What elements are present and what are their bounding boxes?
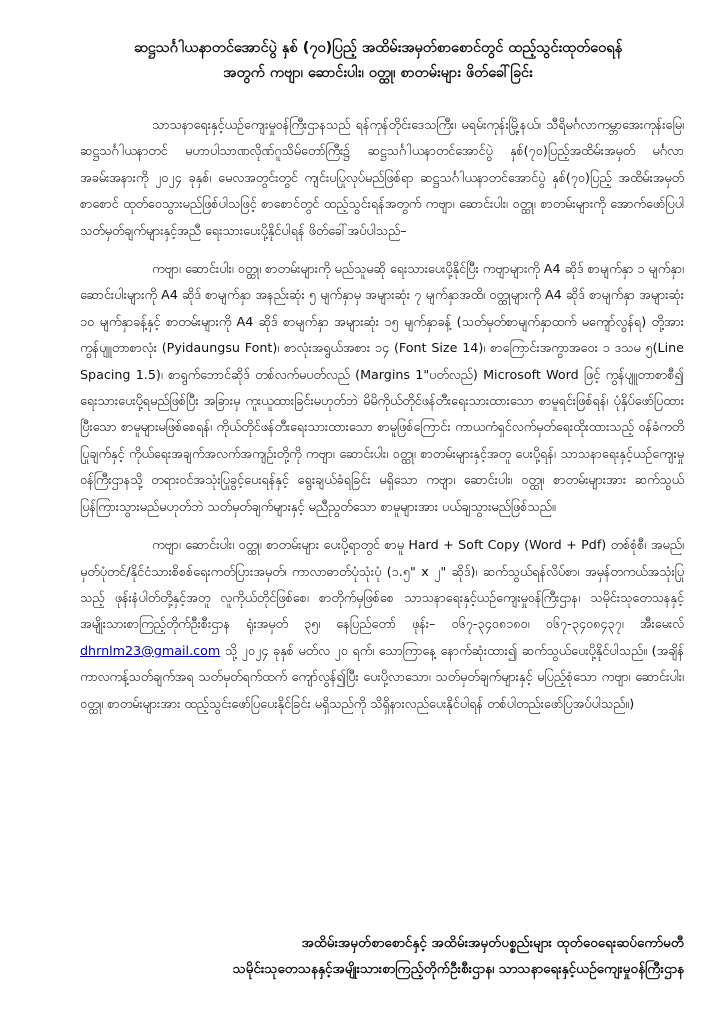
email-link[interactable]: dhrnlm23@gmail.com bbox=[80, 642, 221, 658]
footer-line-2: သမိုင်းသုတေသနနှင့်အမျိုးသားစာကြည့်တိုက်ဦးစီးဌာန၊ သာသနာရေးနှင့်ယဉ်ကျေးမှုဝန်ကြီးဌာန bbox=[232, 961, 684, 977]
footer-line-1: အထိမ်းအမှတ်စာစောင်နှင့် အထိမ်းအမှတ်ပစ္စည်းများ ထုတ်ဝေရေးဆပ်ကော်မတီ bbox=[301, 935, 684, 951]
paragraph-2: ကဗျာ၊ ဆောင်းပါး၊ ဝတ္ထု၊ စာတမ်းများကို မည်သူမဆို ရေးသားပေးပို့နိုင်ပြီး ကဗျာများကို A4 ဆိုဒ် စာမျက်နှာ ၁ မျက်နှာ၊ ဆောင်းပါးများကို A4 ဆိုဒ် စာမျက်နှာ အနည်းဆုံး ၅ မျက်နှာမှ အများဆုံး ၇ မျက်နှာအထိ၊ ဝတ္ထုများကို A4 ဆိုဒ် စာမျက်နှာ အများဆုံး ၁၀ မျက်နှာခန့်နှင့် စာတမ်းများကို A4 ဆိုဒ် စာမျက်နှာ အများဆုံး ၁၅ မျက်နှာခန့် (သတ်မှတ်စာမျက်နှာထက် မကျော်လွန်ရ) တို့အား ကွန်ပျူတာစာလုံး (Pyidaungsu Font)၊ စာလုံးအရွယ်အစား ၁၄ (Font Size 14)၊ စာကြောင်းအကွာအဝေး ၁ ဒသမ ၅(Line Spacing 1.5)၊ စာရွက်ဘောင်ဆိုဒ် တစ်လက်မပတ်လည် (Margins 1"ပတ်လည်) Microsoft Word ဖြင့် ကွန်ပျူတာစာစီ၍ ရေးသားပေးပို့ရမည်ဖြစ်ပြီး အခြားမှ ကူးယူထားခြင်းမဟုတ်ဘဲ မိမိကိုယ်တိုင်ဖန်တီးရေးသားထားသော စာမူရင်းဖြစ်ရန်၊ ပုံနှိပ်ဖော်ပြထားပြီးသော စာမူများမဖြစ်စေရန်၊ ကိုယ်တိုင်ဖန်တီးရေးသားထားသော စာမူဖြစ်ကြောင်း ကာယကံရှင်လက်မှတ်ရေးထိုးထားသည့် ဝန်ခံကတိပြုချက်နှင့် ကိုယ်ရေးအချက်အလက်အကျဉ်းတို့ကို ကဗျာ၊ ဆောင်းပါး၊ ဝတ္ထု၊ စာတမ်းများနှင့်အတူ ပေးပို့ရန်၊ သာသနာရေးနှင့်ယဉ်ကျေးမှုဝန်ကြီးဌာနသို့ တရားဝင်အသုံးပြုခွင့်ပေးရန်နှင့် ရွေးချယ်ခံရခြင်း မရှိသော ကဗျာ၊ ဆောင်းပါး၊ ဝတ္ထု၊ စာတမ်းများအား ဆက်သွယ်ပြန်ကြားသွားမည်မဟုတ်ဘဲ သတ်မှတ်ချက်များနှင့် မညီညွတ်သော စာမူများအား ပယ်ချသွားမည်ဖြစ်သည်။ bbox=[80, 261, 684, 514]
title-line-1: ဆဋ္ဌသင်္ဂါယနာတင်အောင်ပွဲ နှစ် (၇၀)ပြည့် အထိမ်းအမှတ်စာစောင်တွင် ထည့်သွင်းထုတ်ဝေရန် bbox=[133, 40, 623, 56]
title-line-2: အတွက် ကဗျာ၊ ဆောင်းပါး၊ ဝတ္ထု၊ စာတမ်းများ ဖိတ်ခေါ်ခြင်း bbox=[223, 65, 533, 81]
document-body bbox=[80, 112, 684, 717]
document-title bbox=[86, 36, 670, 86]
paragraph-3 bbox=[80, 532, 684, 717]
paragraph-3-text-after-email: သို့ ၂၀၂၄ ခုနှစ် မတ်လ ၂၀ ရက်၊ သောကြာနေ့ နောက်ဆုံးထား၍ ဆက်သွယ်ပေးပို့နိုင်ပါသည်။ (အချိန်ကာလကန့်သတ်ချက်အရ သတ်မှတ်ရက်ထက် ကျော်လွန်၍ပြီး ပေးပို့လာသော၊ သတ်မှတ်ချက်များနှင့် မပြည့်စုံသော ကဗျာ၊ ဆောင်းပါး၊ ဝတ္ထု၊ စာတမ်းများအား ထည့်သွင်းဖော်ပြပေးနိုင်ခြင်း မရှိသည်ကို သိရှိနားလည်ပေးနိုင်ပါရန် တစ်ပါတည်းဖော်ပြအပ်ပါသည်။) bbox=[80, 642, 684, 711]
paragraph-1: သာသနာရေးနှင့်ယဉ်ကျေးမှုဝန်ကြီးဌာနသည် ရန်ကုန်တိုင်းဒေသကြီး၊ မရမ်းကုန်းမြို့နယ်၊ သီရိမင်္ဂလာကမ္ဘာအေးကုန်းမြေ၊ ဆဋ္ဌသင်္ဂါယနာတင် မဟာပါသာဏလိုဏ်ဂူသိမ်တော်ကြီး၌ ဆဋ္ဌသင်္ဂါယနာတင်အောင်ပွဲ နှစ်(၇၀)ပြည့်အထိမ်းအမှတ် မင်္ဂလာအခမ်းအနားကို ၂၀၂၄ ခုနှစ်၊ မေလအတွင်းတွင် ကျင်းပပြုလုပ်မည်ဖြစ်ရာ ဆဋ္ဌသင်္ဂါယနာတင်အောင်ပွဲ နှစ်(၇၀)ပြည့် အထိမ်းအမှတ်စာစောင် ထုတ်ဝေသွားမည်ဖြစ်ပါသဖြင့် စာစောင်တွင် ထည့်သွင်းရန်အတွက် ကဗျာ၊ ဆောင်းပါး၊ ဝတ္ထု၊ စာတမ်းများကို အောက်ဖော်ပြပါ သတ်မှတ်ချက်များနှင့်အညီ ရေးသားပေးပို့နိုင်ပါရန် ဖိတ်ခေါ်အပ်ပါသည်– bbox=[80, 117, 684, 238]
paragraph-3-text-before-email: ကဗျာ၊ ဆောင်းပါး၊ ဝတ္ထု၊ စာတမ်းများ ပေးပို့ရာတွင် စာမူ Hard + Soft Copy (Word + Pdf) တစ်စုံစီ၊ အမည်၊ မှတ်ပုံတင်/နိုင်ငံသားစိစစ်ရေးကတ်ပြားအမှတ်၊ ကာလာဓာတ်ပုံသုံးပုံ (၁.၅" x ၂" ဆိုဒ်)၊ ဆက်သွယ်ရန်လိပ်စာ၊ အမှန်တကယ်အသုံးပြုသည့် ဖုန်းနံပါတ်တို့နှင့်အတူ လူကိုယ်တိုင်ဖြစ်စေ၊ စာတိုက်မှဖြစ်စေ သာသနာရေးနှင့်ယဉ်ကျေးမှုဝန်ကြီးဌာန၊ သမိုင်းသုတေသနနှင့်အမျိုးသားစာကြည့်တိုက်ဦးစီးဌာန ရုံးအမှတ် ၃၅၊ နေပြည်တော် ဖုန်း– ၀၆၇-၃၄၀၈၁၈၀၊ ၀၆၇-၃၄၀၈၄၃၇၊ အီးမေးလ် bbox=[80, 537, 684, 632]
document-footer bbox=[233, 930, 684, 982]
